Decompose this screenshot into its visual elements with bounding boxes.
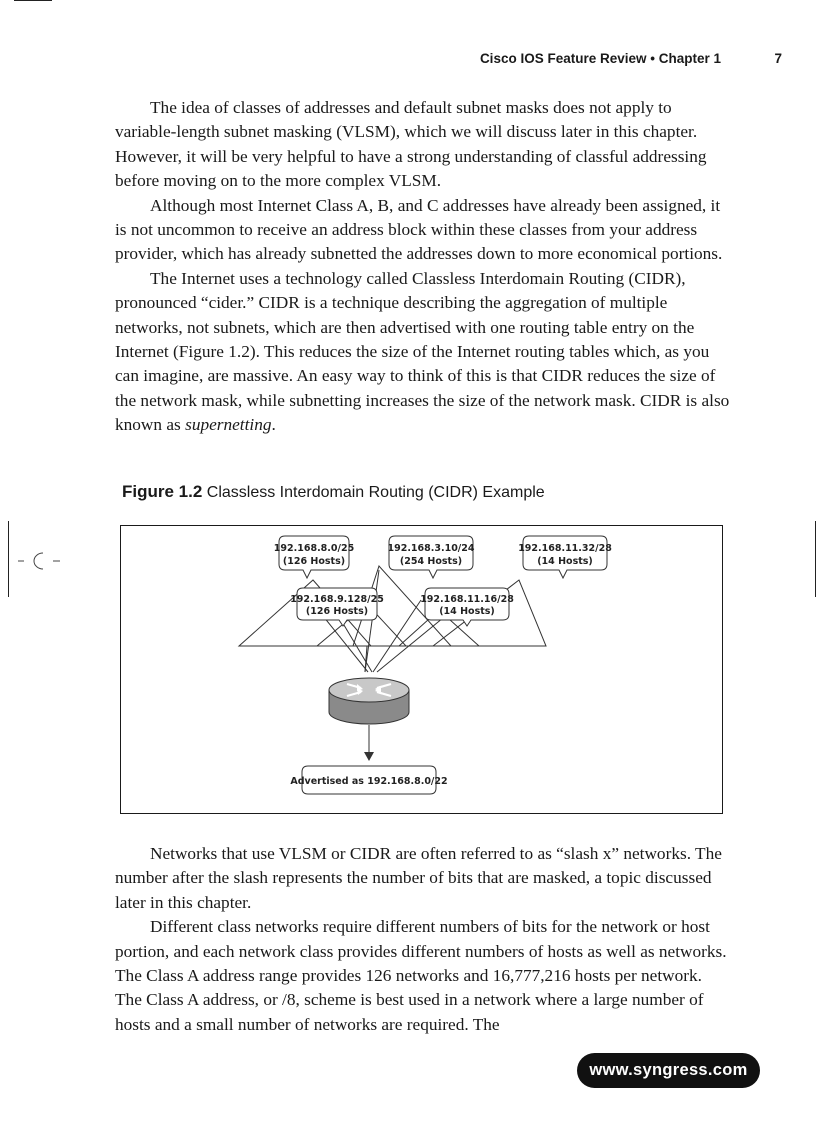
page-number: 7: [774, 51, 782, 66]
network-hosts: (254 Hosts): [399, 556, 463, 567]
network-address: 192.168.11.16/28: [420, 594, 514, 605]
network-callout: [420, 588, 514, 626]
network-callout: [387, 536, 474, 578]
supernetting-term: supernetting: [185, 415, 272, 435]
advertised-route: Advertised as 192.168.8.0/22: [290, 776, 448, 787]
running-head-title: Cisco IOS Feature Review • Chapter 1: [479, 51, 721, 66]
network-hosts: (14 Hosts): [439, 606, 495, 617]
crop-mark-top-left: [14, 0, 52, 1]
network-hosts: (126 Hosts): [305, 606, 369, 617]
paragraph-network-classes: Different class networks require different numbers of bits for the network or host portion, and each network class provides different numbers of hosts as well as networks. The Class A address range provides 126 networks and 16,777,216 hosts per network. The Class A address, or /8, scheme is best used in a network where a large number of hosts and a small number of networks are required. The: [115, 917, 727, 1034]
network-address: 192.168.3.10/24: [387, 543, 475, 554]
registration-mark-icon: [16, 550, 62, 572]
arrow-down-icon: [364, 725, 374, 761]
advertised-callout: [290, 766, 447, 794]
paragraph-address-classes: Although most Internet Class A, B, and C addresses have already been assigned, it is not uncommon to receive an address block within these classes from your address provider, which has already subnetted the addresses down to more economical portions.: [115, 195, 723, 264]
crop-mark-left-vertical: [8, 521, 9, 597]
body-text-top: [115, 96, 730, 438]
figure-caption: [122, 482, 545, 502]
cidr-text-end: .: [271, 415, 276, 435]
network-callout: [518, 536, 612, 578]
paragraph-vlsm-intro: The idea of classes of addresses and default subnet masks does not apply to variable-length subnet masking (VLSM), which we will discuss later in this chapter. However, it will be very helpful to have a strong understanding of classful addressing before moving on to the more complex VLSM.: [115, 98, 707, 191]
paragraph-cidr: [115, 267, 730, 438]
paragraph-slash-networks: Networks that use VLSM or CIDR are often referred to as “slash x” networks. The number after the slash represents the number of bits that are masked, a topic discussed later in this chapter.: [115, 844, 722, 912]
network-hosts: (126 Hosts): [282, 556, 346, 567]
cidr-diagram: [121, 526, 724, 815]
figure-caption-text: Classless Interdomain Routing (CIDR) Example: [206, 484, 545, 501]
network-hosts: (14 Hosts): [537, 556, 593, 567]
cidr-figure: [120, 525, 723, 814]
router-links: [307, 570, 443, 672]
figure-label: Figure 1.2: [122, 482, 203, 501]
cidr-text: The Internet uses a technology called Classless Interdomain Routing (CIDR), pronounced “cider.” CIDR is a technique describing the aggregation of multiple networks, not subnets, which are then advertised with one routing table entry on the Internet (Figure 1.2). This reduces the size of the Internet routing tables which, as you can imagine, are massive. An easy way to think of this is that CIDR reduces the size of the network mask, while subnetting increases the size of the network mask. CIDR is also known as: [115, 268, 730, 435]
network-callout: [290, 588, 384, 626]
running-head: [0, 51, 816, 71]
publisher-url-badge: www.syngress.com: [577, 1053, 760, 1088]
router-icon: [329, 678, 409, 724]
network-callout: [274, 536, 354, 578]
body-text-bottom: [115, 842, 730, 1037]
network-address: 192.168.9.128/25: [290, 594, 384, 605]
network-address: 192.168.11.32/28: [518, 543, 612, 554]
network-address: 192.168.8.0/25: [273, 543, 355, 554]
